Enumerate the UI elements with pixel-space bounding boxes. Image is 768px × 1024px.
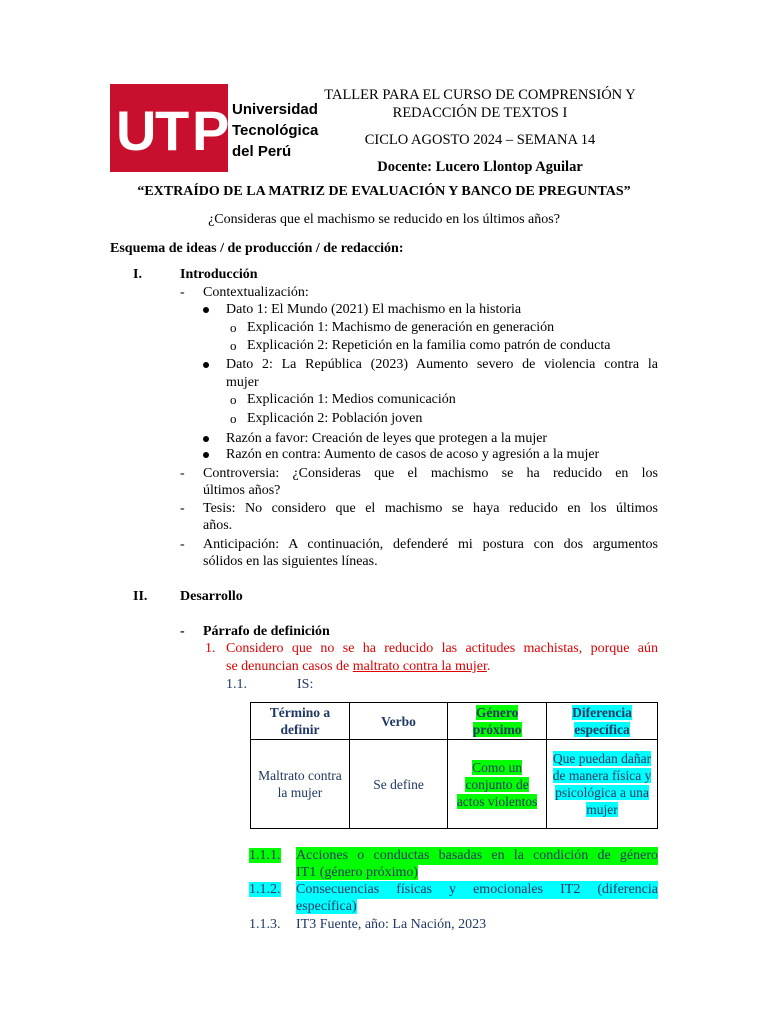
definition-table bbox=[250, 702, 658, 829]
anticipation-text: Anticipación: A continuación, defenderé mi postura con dos argumentos bbox=[203, 537, 658, 552]
bullet-icon bbox=[203, 356, 209, 374]
contra-text: Razón en contra: Aumento de casos de acoso y agresión a la mujer bbox=[226, 447, 600, 462]
argument-number: 1. bbox=[205, 641, 216, 656]
item-1-cont bbox=[296, 864, 418, 882]
header-difference: Diferencia específica bbox=[572, 705, 632, 737]
item-1-text: Acciones o conductas basadas en la condición de género bbox=[296, 848, 658, 863]
exp1-1-text: Explicación 1: Machismo de generación en generación bbox=[247, 320, 555, 335]
circle-bullet-icon: o bbox=[230, 338, 237, 353]
item-3-text: IT3 Fuente, año: La Nación, 2023 bbox=[296, 917, 487, 932]
item-1-number-text: 1.1.1. bbox=[249, 848, 281, 863]
item-2-cont bbox=[296, 898, 357, 916]
item-3-number: 1.1.3. bbox=[249, 917, 281, 932]
thesis-text: Tesis: No considero que el machismo se haya reducido en los últimos bbox=[203, 501, 658, 516]
cell-difference-cell bbox=[547, 740, 658, 829]
header-genus: Género próximo bbox=[472, 705, 522, 737]
header-verb: Verbo bbox=[349, 703, 447, 740]
logo-letter-p: P bbox=[192, 99, 230, 162]
argument-underlined: maltrato contra la mujer bbox=[352, 659, 487, 674]
table-row bbox=[251, 740, 658, 829]
dash-marker: - bbox=[180, 501, 185, 516]
doc-title-line1: TALLER PARA EL CURSO DE COMPRENSIÓN Y bbox=[324, 87, 636, 103]
cell-genus-cell bbox=[448, 740, 547, 829]
utp-logo bbox=[110, 84, 319, 172]
item-2-number bbox=[249, 881, 281, 899]
is-number: 1.1. bbox=[226, 677, 247, 692]
circle-bullet-icon: o bbox=[230, 320, 237, 335]
teacher-text: Docente: Lucero Llontop Aguilar bbox=[377, 159, 583, 175]
item-2-text: Consecuencias físicas y emocionales IT2 (diferencia bbox=[296, 882, 658, 897]
logo-text-3: del Perú bbox=[232, 143, 292, 160]
doc-title-line2: REDACCIÓN DE TEXTOS I bbox=[392, 105, 568, 121]
argument-text-part: se denuncian casos de bbox=[226, 659, 353, 674]
intro-number: I. bbox=[133, 267, 142, 282]
circle-bullet-icon: o bbox=[230, 411, 237, 426]
dash-marker: - bbox=[180, 285, 185, 300]
exp2-2-text: Explicación 2: Población joven bbox=[247, 411, 423, 426]
is-label: IS: bbox=[297, 677, 314, 692]
logo-text-1: Universidad bbox=[232, 101, 318, 118]
controversy-text: Controversia: ¿Consideras que el machismo se ha reducido en los bbox=[203, 466, 658, 481]
header-difference-cell bbox=[547, 703, 658, 740]
table-header-row bbox=[251, 703, 658, 740]
dev-title: Desarrollo bbox=[180, 589, 243, 604]
cycle-text: CICLO AGOSTO 2024 – SEMANA 14 bbox=[364, 132, 596, 148]
utp-logo-mark bbox=[110, 84, 319, 172]
dev-number: II. bbox=[133, 589, 148, 604]
argument-period: . bbox=[486, 659, 491, 674]
anticipation-text-cont: sólidos en las siguientes líneas. bbox=[203, 554, 378, 569]
dato1-text: Dato 1: El Mundo (2021) El machismo en la historia bbox=[226, 302, 522, 317]
item-2-number-text: 1.1.2. bbox=[249, 882, 281, 897]
logo-text-2: Tecnológica bbox=[232, 122, 319, 139]
argument-text-cont bbox=[226, 658, 490, 676]
dato2-text-cont: mujer bbox=[226, 375, 259, 390]
dash-marker: - bbox=[180, 466, 185, 481]
logo-letter-t: T bbox=[155, 99, 190, 162]
cell-genus: Como un conjunto de actos violentos bbox=[456, 759, 538, 809]
bullet-icon bbox=[203, 446, 209, 464]
circle-bullet-icon: o bbox=[230, 392, 237, 407]
extract-title: “EXTRAÍDO DE LA MATRIZ DE EVALUACIÓN Y BANCO DE PREGUNTAS” bbox=[137, 184, 631, 199]
logo-letter-u: U bbox=[116, 99, 157, 162]
cell-term: Maltrato contra la mujer bbox=[251, 740, 350, 829]
exp1-2-text: Explicación 2: Repetición en la familia como patrón de conducta bbox=[247, 338, 611, 353]
dash-marker: - bbox=[180, 624, 185, 639]
context-label: Contextualización: bbox=[203, 285, 309, 300]
item-2-cont-text: específica) bbox=[296, 899, 357, 914]
exp2-1-text: Explicación 1: Medios comunicación bbox=[247, 392, 456, 407]
intro-title: Introducción bbox=[180, 267, 258, 282]
question-text: ¿Consideras que el machismo se reducido en los últimos años? bbox=[208, 212, 560, 227]
item-1-number bbox=[249, 847, 281, 865]
item-1-cont-text: IT1 (género próximo) bbox=[296, 865, 419, 880]
dato2-text: Dato 2: La República (2023) Aumento severo de violencia contra la bbox=[226, 357, 658, 372]
controversy-text-cont: últimos años? bbox=[203, 483, 281, 498]
scheme-title: Esquema de ideas / de producción / de redacción: bbox=[110, 241, 404, 256]
favor-text: Razón a favor: Creación de leyes que protegen a la mujer bbox=[226, 431, 548, 446]
cell-difference: Que puedan dañar de manera física y psicológica a una mujer bbox=[552, 751, 652, 817]
dash-marker: - bbox=[180, 537, 185, 552]
bullet-icon bbox=[203, 301, 209, 319]
header-term: Término a definir bbox=[251, 703, 350, 740]
cell-verb: Se define bbox=[349, 740, 447, 829]
argument-text: Considero que no se ha reducido las actitudes machistas, porque aún bbox=[226, 641, 658, 656]
header-genus-cell bbox=[448, 703, 547, 740]
thesis-text-cont: años. bbox=[203, 518, 233, 533]
paragraph-label: Párrafo de definición bbox=[203, 624, 330, 639]
